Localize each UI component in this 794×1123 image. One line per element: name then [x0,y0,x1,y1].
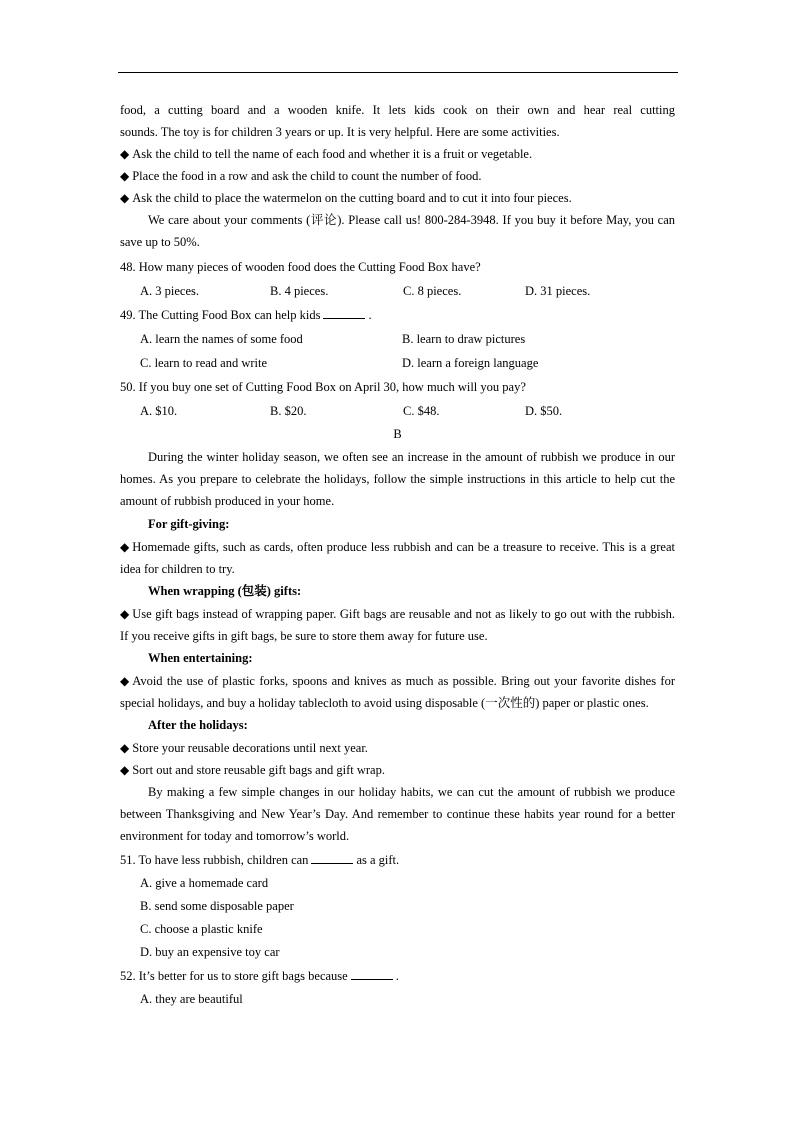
question-49-options-row-2 [120,351,675,375]
after-item [120,737,675,759]
diamond-bullet-icon: ◆ [120,741,130,755]
intro-line-1: food, a cutting board and a wooden knife. It lets kids cook on their own and hear real cutting [120,103,675,117]
option-b[interactable]: B. send some disposable paper [140,899,294,913]
intro-line-2: sounds. The toy is for children 3 years or up. It is very helpful. Here are some activities. [120,125,560,139]
question-50-options [120,399,675,423]
option-d[interactable]: D. 31 pieces. [525,284,591,298]
wrapping-text: Use gift bags instead of wrapping paper. Gift bags are reusable and not as likely to go out with the rubbish. If you receive gifts in gift bags, be sure to store them away for future use. [120,607,675,643]
activity-text: Ask the child to place the watermelon on the cutting board and to cut it into four pieces. [132,191,572,205]
option-b[interactable]: B. learn to draw pictures [402,332,526,346]
question-49-options-row-1 [120,327,675,351]
comments-paragraph: We care about your comments (评论). Please call us! 800-284-3948. If you buy it before May, you can save up to 50%. [120,213,675,249]
activity-item [120,143,675,165]
heading-entertaining: When entertaining: [148,651,253,665]
activity-text: Ask the child to tell the name of each food and whether it is a fruit or vegetable. [132,147,533,161]
question-48-stem: 48. How many pieces of wooden food does the Cutting Food Box have? [120,260,481,274]
diamond-bullet-icon: ◆ [120,607,130,621]
entertaining-paragraph [120,670,675,714]
option-a[interactable]: A. they are beautiful [140,992,243,1006]
question-49-end: . [368,308,372,322]
diamond-bullet-icon: ◆ [120,674,130,688]
option-c[interactable]: C. choose a plastic knife [140,922,263,936]
gift-giving-text: Homemade gifts, such as cards, often produce less rubbish and can be a treasure to receive. This is a great idea for children to try. [120,540,675,576]
question-51-text: 51. To have less rubbish, children can [120,853,309,867]
option-c[interactable]: C. 8 pieces. [403,284,462,298]
section-label: B [393,427,402,441]
option-d[interactable]: D. buy an expensive toy car [140,945,280,959]
question-48-options [120,279,675,303]
question-52-stem [120,964,675,988]
heading-after-holidays: After the holidays: [148,718,248,732]
diamond-bullet-icon: ◆ [120,191,130,205]
option-b[interactable]: B. 4 pieces. [270,284,329,298]
after-item [120,759,675,781]
wrapping-paragraph [120,603,675,647]
option-a[interactable]: A. learn the names of some food [140,332,303,346]
option-a[interactable]: A. give a homemade card [140,876,269,890]
document-content [120,99,675,1011]
activity-text: Place the food in a row and ask the child to count the number of food. [132,169,482,183]
header-rule [118,72,678,73]
question-52-text: 52. It’s better for us to store gift bags because [120,969,348,983]
diamond-bullet-icon: ◆ [120,540,130,554]
question-51-stem [120,848,675,872]
diamond-bullet-icon: ◆ [120,147,130,161]
entertaining-text: Avoid the use of plastic forks, spoons and knives as much as possible. Bring out your favorite dishes for special holidays, and buy a holiday tablecloth to avoid using disposable (一次性的) paper or plastic ones. [120,674,675,710]
gift-giving-paragraph [120,536,675,580]
activity-item [120,165,675,187]
option-c[interactable]: C. $48. [403,404,440,418]
answer-blank[interactable] [351,968,393,980]
heading-gift-giving: For gift-giving: [148,517,230,531]
option-a[interactable]: A. 3 pieces. [140,284,200,298]
question-50-stem: 50. If you buy one set of Cutting Food Box on April 30, how much will you pay? [120,380,526,394]
diamond-bullet-icon: ◆ [120,763,130,777]
after-item-text: Store your reusable decorations until next year. [132,741,368,755]
option-c[interactable]: C. learn to read and write [140,356,268,370]
question-52-end: . [395,969,399,983]
option-a[interactable]: A. $10. [140,404,178,418]
question-51-end: as a gift. [356,853,400,867]
section-b-intro: During the winter holiday season, we often see an increase in the amount of rubbish we produce in our homes. As you prepare to celebrate the holidays, follow the simple instructions in this article to help cut the amount of rubbish produced in your home. [120,450,675,508]
heading-wrapping: When wrapping (包装) gifts: [148,584,302,598]
after-item-text: Sort out and store reusable gift bags and gift wrap. [132,763,385,777]
activity-item [120,187,675,209]
question-49-text: 49. The Cutting Food Box can help kids [120,308,321,322]
question-49-stem [120,303,675,327]
option-d[interactable]: D. learn a foreign language [402,356,539,370]
answer-blank[interactable] [311,852,353,864]
diamond-bullet-icon: ◆ [120,169,130,183]
conclusion-paragraph: By making a few simple changes in our holiday habits, we can cut the amount of rubbish we produce between Thanksgiving and New Year’s Day. And remember to continue these habits year round for a better environment for today and tomorrow’s world. [120,785,675,843]
option-b[interactable]: B. $20. [270,404,307,418]
option-d[interactable]: D. $50. [525,404,563,418]
answer-blank[interactable] [323,307,365,319]
